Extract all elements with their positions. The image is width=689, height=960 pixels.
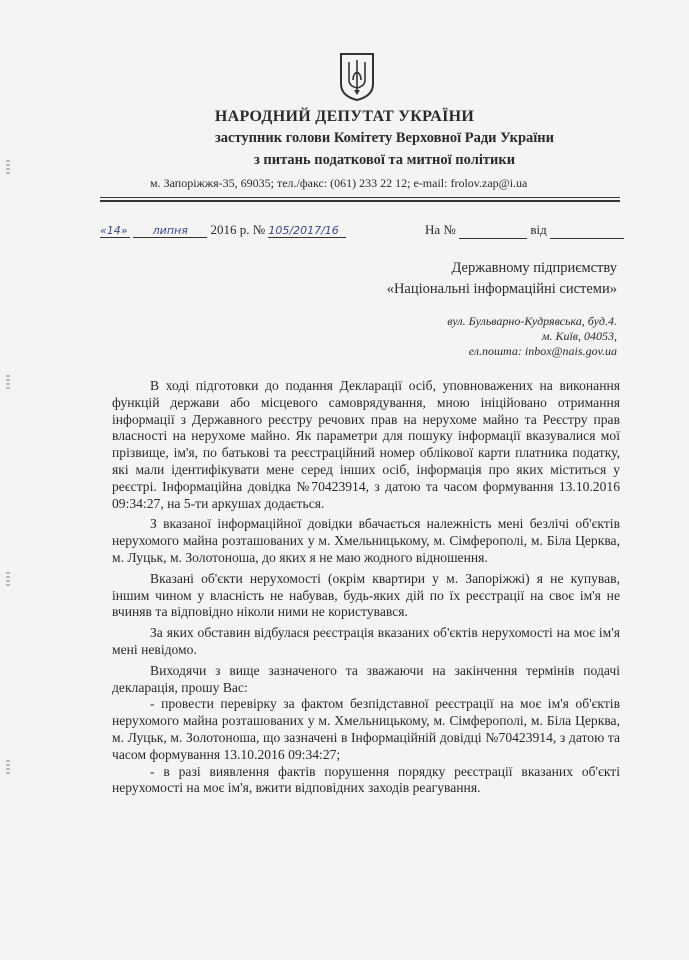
ref-date-blank <box>550 222 624 239</box>
outgoing-date-number <box>100 222 346 238</box>
header-subtitle-topic: з питань податкової та митної політики <box>253 152 516 168</box>
body-paragraph-1: В ході підготовки до подання Декларації осіб, уповноважених на виконання функцій держави або місцевого самоврядування, мною ініційовано отримання інформації з Державного реєстру речових прав на нерухоме майно та Реєстру прав власності на нерухоме майно. Як параметри для пошуку інформації вказувалися мої прізвище, ім'я, по батькові та реєстраційний номер облікової карти платника податку, які мали ідентифікувати мене серед інших осіб, інформація про яких міститься у реєстрі. Інформаційна довідка №70423914, з датою та часом формування 13.10.2016 09:34:27, на 5-ти аркушах додається. <box>112 378 620 511</box>
date-month: липня <box>133 224 207 238</box>
scan-punch-mark <box>6 760 10 774</box>
body-paragraph-3: Вказані об'єкти нерухомості (окрім квартири у м. Запоріжжі) я не купував, іншим чином у власність не набував, будь-яких дій по їх реєстрації на своє ім'я не вчиняв та відповідно ніколи ними не користувався. <box>112 570 620 620</box>
page-title: НАРОДНИЙ ДЕПУТАТ УКРАЇНИ <box>214 108 475 125</box>
incoming-reference <box>425 222 624 239</box>
body-request-item-1: - провести перевірку за фактом безпідставної реєстрації на моє ім'я об'єктів нерухомого майна розташованих у м. Хмельницькому, м. Сімферополі, м. Біла Церква, м. Луцьк, м. Золотоноша, що зазначені в Інформаційній довідці №70423914, з датою та часом формування 13.10.2016 09:34:27; <box>112 696 620 762</box>
scan-punch-mark <box>6 160 10 174</box>
header-divider <box>100 197 620 198</box>
recipient-name <box>387 258 617 300</box>
date-day: «14» <box>100 224 130 238</box>
header-contacts: м. Запоріжжя-35, 69035; тел./факс: (061) 233 22 12; e-mail: frolov.zap@i.ua <box>150 176 528 190</box>
body-paragraph-4: За яких обставин відбулася реєстрація вказаних об'єктів нерухомості на моє ім'я мені невідомо. <box>112 625 620 657</box>
header-subtitle-committee: заступник голови Комітету Верховної Ради України <box>214 130 554 146</box>
header-divider-thick <box>100 200 620 202</box>
ref-prefix: На № <box>425 222 456 237</box>
recipient-street: вул. Бульварно-Кудрявська, буд.4. <box>447 314 617 328</box>
body-paragraph-5: Виходячи з вище зазначеного та зважаючи на закінчення термінів подачі декларація, прошу Вас: <box>112 662 620 695</box>
scan-punch-mark <box>6 375 10 389</box>
trident-emblem-icon <box>339 50 375 102</box>
outgoing-number: 105/2017/16 <box>268 224 346 238</box>
recipient-email: ел.пошта: inbox@nais.gov.ua <box>468 344 617 358</box>
recipient-address <box>447 314 617 359</box>
body-paragraph-2: З вказаної інформаційної довідки вбачається належність мені безлічі об'єктів нерухомого майна розташованих у м. Хмельницькому, м. Сімферополі, м. Біла Церква, м. Луцьк, м. Золотоноша, до яких я не маю жодного відношення. <box>112 516 620 565</box>
ref-number-blank <box>459 222 527 239</box>
date-year-label: 2016 р. № <box>210 222 266 237</box>
body-request-item-2: - в разі виявлення фактів порушення порядку реєстрації вказаних об'єкті нерухомості на моє ім'я, вжити відповідних заходів реагування. <box>112 763 620 796</box>
recipient-line1: Державному підприємству <box>451 260 617 276</box>
recipient-line2: «Національні інформаційні системи» <box>386 281 617 297</box>
scan-punch-mark <box>6 572 10 586</box>
letter-body <box>112 378 620 801</box>
ref-from-label: від <box>530 222 547 237</box>
recipient-city: м. Київ, 04053, <box>541 329 617 343</box>
